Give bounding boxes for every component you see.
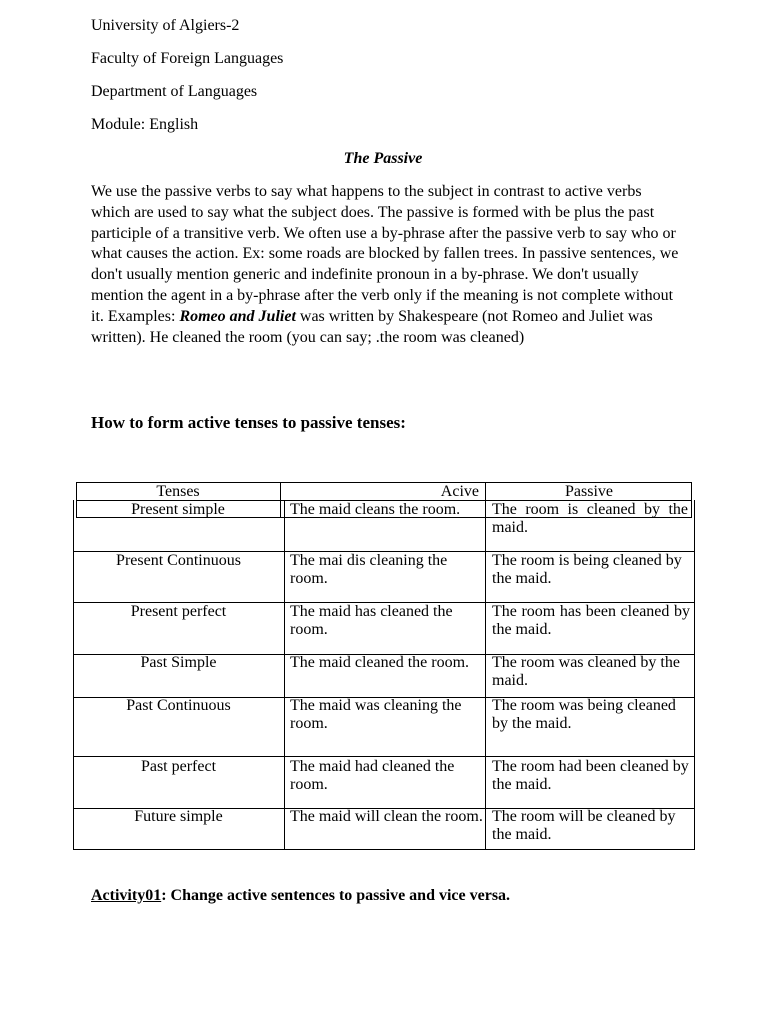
activity-label: Activity01	[91, 887, 162, 904]
table-row-passive: The room was cleaned by the maid.	[492, 654, 680, 689]
table-row-tense: Past Simple	[140, 654, 217, 671]
header-passive: Passive	[565, 483, 613, 500]
intro-paragraph	[91, 182, 681, 348]
university-line: University of Algiers-2	[91, 17, 240, 34]
department-line: Department of Languages	[91, 83, 258, 100]
table-row-tense: Present perfect	[130, 603, 227, 620]
table-row-passive: The room is being cleaned by the maid.	[492, 552, 682, 587]
module-line: Module: English	[91, 116, 199, 133]
intro-text-1: We use the passive verbs to say what happens to the subject in contrast to active verbs which are used to say what the subject does. The passive is formed with be plus the past participle of a transitive verb. We often use a by-phrase after the passive verb to say who or what causes the action. Ex: some roads are blocked by fallen trees. In passive sentences, we don't usually mention generic and indefinite pronoun in a by-phrase. We don't usually mention the agent in a by-phrase after the verb only if the meaning is not complete without it. Examples:	[91, 183, 679, 325]
table-row-active: The maid will clean the room.	[290, 808, 483, 825]
intro-emphasis: Romeo and Juliet	[179, 307, 296, 325]
table-row-active: The maid cleans the room.	[290, 501, 461, 518]
header-active: Acive	[440, 483, 479, 500]
table-row-active: The maid had cleaned the room.	[290, 758, 455, 793]
table-row-passive: The room has been cleaned by the maid.	[492, 603, 690, 638]
activity-text: : Change active sentences to passive and vice versa.	[161, 887, 511, 904]
table-row-active: The maid has cleaned the room.	[290, 603, 453, 638]
header-tenses: Tenses	[156, 483, 200, 500]
table-row-passive: The room had been cleaned by the maid.	[492, 758, 689, 793]
table-row-tense: Present simple	[131, 501, 225, 518]
faculty-line: Faculty of Foreign Languages	[91, 50, 284, 67]
table-row-active: The maid was cleaning the room.	[290, 697, 462, 732]
table-row-active: The mai dis cleaning the room.	[290, 552, 448, 587]
intro-text-2: was written by Shakespeare (not Romeo and Juliet was written). He cleaned the room (you can say; .the room was cleaned)	[91, 307, 653, 346]
document-title: The Passive	[343, 150, 423, 167]
table-row-active: The maid cleaned the room.	[290, 654, 470, 671]
tenses-table	[73, 482, 695, 850]
table-row-tense: Past Continuous	[126, 697, 231, 714]
table-row-tense: Past perfect	[140, 758, 217, 775]
section-heading: How to form active tenses to passive tenses:	[91, 413, 406, 432]
table-row-passive: The room was being cleaned by the maid.	[492, 697, 676, 732]
table-row-tense: Future simple	[134, 808, 223, 825]
table-row-passive: The room will be cleaned by the maid.	[492, 808, 676, 843]
table-row-tense: Present Continuous	[116, 552, 241, 569]
table-row-passive: The room is cleaned by the maid.	[492, 501, 688, 536]
activity-instruction	[91, 886, 510, 906]
